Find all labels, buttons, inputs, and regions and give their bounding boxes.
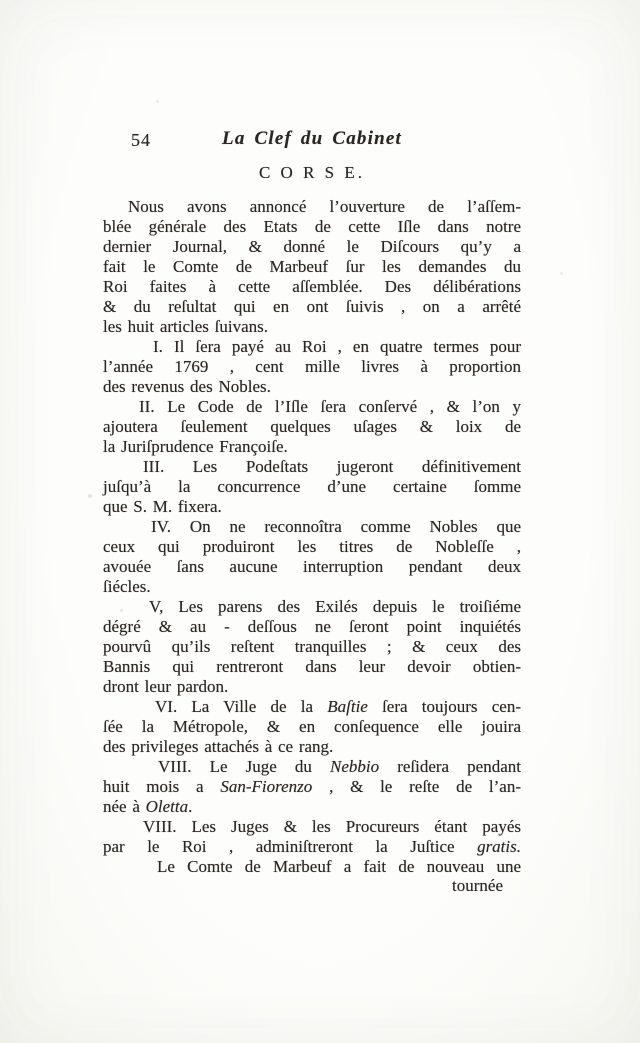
text-segment: ſée la Métropole, & en conſequence elle jouira [103, 717, 521, 736]
italic-text-segment: gratis. [477, 837, 521, 856]
text-segment: ſera toujours cen- [367, 697, 521, 716]
text-line [103, 317, 521, 337]
text-line [103, 497, 521, 517]
text-segment: que S. M. fixera. [103, 497, 222, 516]
text-line [103, 457, 521, 477]
page-number: 54 [131, 130, 151, 150]
text-segment: Nous avons annoncé l’ouverture de l’aſſem- [128, 197, 521, 216]
page-body [103, 197, 521, 877]
text-segment: par le Roi , adminiſtreront la Juſtice [103, 837, 478, 856]
italic-text-segment: Baſtie [327, 697, 368, 716]
text-segment: née à [103, 797, 146, 816]
text-line [103, 197, 521, 217]
text-segment: IV. On ne reconnoîtra comme Nobles que [151, 517, 521, 536]
text-segment: III. Les Podeſtats jugeront définitivement [143, 457, 521, 476]
text-line [103, 797, 521, 817]
text-segment: pourvû qu’ils reſtent tranquilles ; & ceux des [103, 637, 521, 656]
text-line [103, 737, 521, 757]
text-line [103, 397, 521, 417]
paper-speck [156, 100, 159, 103]
text-line [103, 637, 521, 657]
text-line [103, 277, 521, 297]
text-segment: la Juriſprudence Françoiſe. [103, 437, 288, 456]
text-segment: huit mois a [103, 777, 221, 796]
paper-speck [560, 272, 563, 275]
text-line [103, 717, 521, 737]
catchword-row [103, 876, 521, 896]
text-line [103, 437, 521, 457]
text-segment: des revenus des Nobles. [103, 377, 271, 396]
italic-text-segment: Nebbio [329, 757, 380, 776]
paper-speck [505, 462, 508, 465]
text-line [103, 537, 521, 557]
text-segment: dront leur pardon. [103, 677, 229, 696]
italic-text-segment: Oletta [145, 797, 189, 816]
text-segment: avouée ſans aucune interruption pendant deux [103, 557, 521, 576]
paper-speck [120, 609, 123, 612]
text-segment: reſidera pendant [379, 757, 521, 776]
text-segment: Bannis qui rentreront dans leur devoir obtien- [103, 657, 521, 676]
text-line [103, 657, 521, 677]
text-line [103, 377, 521, 397]
text-line [103, 837, 521, 857]
text-segment: . [188, 797, 193, 816]
text-line [103, 297, 521, 317]
text-line [103, 597, 521, 617]
text-line [103, 357, 521, 377]
text-segment: dernier Journal, & donné le Diſcours qu’y a [103, 237, 521, 256]
page-header [103, 128, 521, 152]
text-line [103, 857, 521, 877]
text-segment: V, Les parens des Exilés depuis le troiſiéme [149, 597, 521, 616]
text-segment: des privileges attachés à ce rang. [103, 737, 334, 756]
text-line [103, 617, 521, 637]
text-segment: ſiécles. [103, 577, 151, 596]
text-segment: VIII. Les Juges & les Procureurs étant payés [143, 817, 521, 836]
paper-speck [88, 494, 92, 498]
running-title: La Clef du Cabinet [222, 128, 402, 149]
text-segment: blée générale des Etats de cette Iſle dans notre [103, 217, 521, 236]
text-segment: juſqu’à la concurrence d’une certaine ſomme [103, 477, 521, 496]
text-segment: VIII. Le Juge du [158, 757, 330, 776]
text-line [103, 757, 521, 777]
text-line [103, 677, 521, 697]
text-line [103, 777, 521, 797]
text-line [103, 337, 521, 357]
text-line [103, 557, 521, 577]
text-segment: les huit articles ſuivans. [103, 317, 269, 336]
text-line [103, 577, 521, 597]
text-segment: I. Il ſera payé au Roi , en quatre termes pour [153, 337, 521, 356]
text-segment: VI. La Ville de la [155, 697, 328, 716]
text-segment: Le Comte de Marbeuf a fait de nouveau une [157, 857, 521, 876]
text-line [103, 217, 521, 237]
italic-text-segment: San-Fiorenzo [220, 777, 313, 796]
text-line [103, 697, 521, 717]
text-line [103, 417, 521, 437]
text-segment: & du reſultat qui en ont ſuivis , on a arrêté [103, 297, 521, 316]
text-line [103, 257, 521, 277]
text-segment: dégré & au - deſſous ne ſeront point inquiétés [103, 617, 521, 636]
text-segment: II. Le Code de l’Iſle ſera conſervé , & l’on y [139, 397, 521, 416]
text-segment: ceux qui produiront les titres de Nobleſſe , [103, 537, 521, 556]
text-segment: l’année 1769 , cent mille livres à proportion [103, 357, 521, 376]
text-segment: fait le Comte de Marbeuf ſur les demandes du [103, 257, 521, 276]
text-segment: ajoutera ſeulement quelques uſages & loix de [103, 417, 521, 436]
catchword: tournée [452, 876, 503, 895]
text-line [103, 477, 521, 497]
text-line [103, 517, 521, 537]
text-segment: , & le reſte de l’an- [312, 777, 521, 796]
text-segment: Roi faites à cette aſſemblée. Des délibérations [103, 277, 521, 296]
text-line [103, 817, 521, 837]
text-line [103, 237, 521, 257]
section-heading: C O R S E. [258, 163, 366, 182]
